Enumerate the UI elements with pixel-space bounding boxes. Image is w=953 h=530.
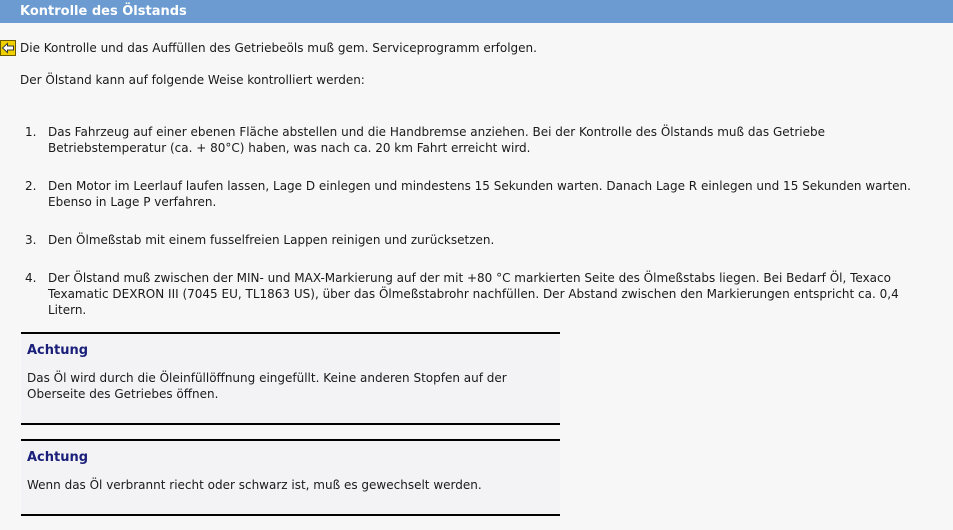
warning-title: Achtung bbox=[27, 343, 89, 358]
page-title: Kontrolle des Ölstands bbox=[20, 4, 187, 19]
step-item bbox=[0, 270, 953, 318]
step-item bbox=[0, 124, 953, 156]
step-text: Der Ölstand muß zwischen der MIN- und MAX-Markierung auf der mit +80 °C markierten Seite des Ölmeßstabs liegen. Bei Bedarf Öl, Texaco Texamatic DEXRON III (7045 EU, TL1863 US), über das Ölmeßstabrohr nachfüllen. Der Abstand zwischen den Markierungen entspricht ca. 0,4 Litern. bbox=[48, 271, 899, 317]
step-text: Den Ölmeßstab mit einem fusselfreien Lappen reinigen und zurücksetzen. bbox=[48, 233, 495, 247]
warning-title: Achtung bbox=[27, 450, 89, 465]
intro-text: Die Kontrolle und das Auffüllen des Getriebeöls muß gem. Serviceprogramm erfolgen. bbox=[20, 41, 537, 55]
page-title-bar bbox=[0, 0, 953, 23]
step-text: Das Fahrzeug auf einer ebenen Fläche abstellen und die Handbremse anziehen. Bei der Kontrolle des Ölstands muß das Getriebe Betriebstemperatur (ca. + 80°C) haben, was nach ca. 20 km Fahrt erreicht wird. bbox=[48, 125, 825, 155]
step-text: Den Motor im Leerlauf laufen lassen, Lage D einlegen und mindestens 15 Sekunden warten. Danach Lage R einlegen und 15 Sekunden warten. Ebenso in Lage P verfahren. bbox=[48, 179, 911, 209]
lead-text: Der Ölstand kann auf folgende Weise kontrolliert werden: bbox=[20, 73, 365, 87]
warning-box bbox=[21, 332, 560, 425]
back-arrow-icon[interactable] bbox=[0, 40, 16, 56]
step-item bbox=[0, 232, 953, 248]
warning-text: Das Öl wird durch die Öleinfüllöffnung eingefüllt. Keine anderen Stopfen auf der Oberseite des Getriebes öffnen. bbox=[27, 371, 507, 401]
warning-box bbox=[21, 439, 560, 516]
warning-text: Wenn das Öl verbrannt riecht oder schwarz ist, muß es gewechselt werden. bbox=[27, 478, 482, 492]
step-item bbox=[0, 178, 953, 210]
procedure-steps bbox=[0, 124, 953, 340]
step-number: 3. bbox=[25, 233, 37, 247]
step-number: 1. bbox=[25, 125, 37, 139]
step-number: 4. bbox=[25, 271, 37, 285]
step-number: 2. bbox=[25, 179, 37, 193]
